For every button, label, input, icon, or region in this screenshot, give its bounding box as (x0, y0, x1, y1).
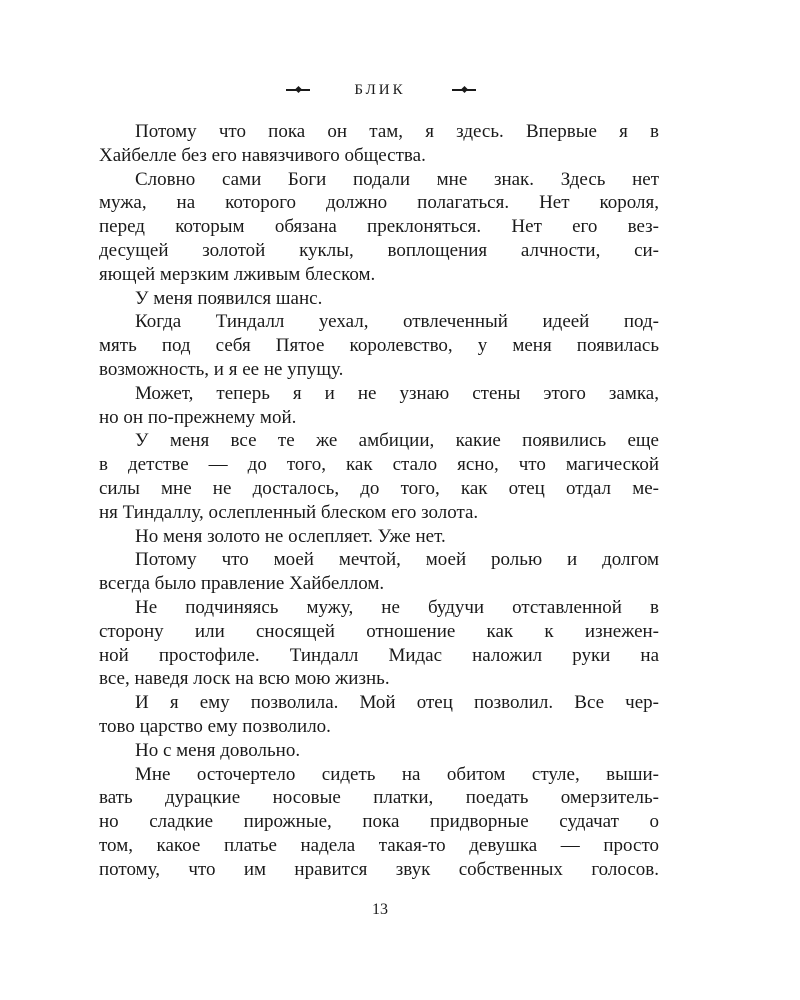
body-text (99, 120, 659, 882)
text-line: но он по-прежнему мой. (99, 406, 297, 428)
text-line: ной простофиле. Тиндалл Мидас наложил руки на (99, 644, 659, 666)
running-header (0, 78, 800, 102)
text-line: потому, что им нравится звук собственных голосов. (99, 858, 659, 880)
text-line: Не подчиняясь мужу, не будучи отставленной в (135, 596, 659, 618)
text-line: У меня все те же амбиции, какие появились еще (135, 430, 659, 452)
text-line: Хайбелле без его навязчивого общества. (99, 144, 426, 166)
text-line: Но меня золото не ослепляет. Уже нет. (135, 525, 446, 547)
text-line: Может, теперь я и не узнаю стены этого замка, (135, 382, 659, 404)
text-line: яющей мерзким лживым блеском. (99, 263, 376, 285)
text-line: силы мне не досталось, до того, как отец отдал ме- (99, 477, 659, 499)
text-line: Но с меня довольно. (135, 739, 301, 761)
text-line: десущей золотой куклы, воплощения алчности, си- (99, 239, 659, 261)
text-line: том, какое платье надела такая-то девушка — просто (99, 834, 659, 856)
text-line: Мне осточертело сидеть на обитом стуле, выши- (135, 763, 659, 785)
text-line: в детстве — до того, как стало ясно, что магической (99, 454, 659, 476)
text-line: мять под себя Пятое королевство, у меня появилась (99, 335, 659, 357)
text-line: мужа, на которого должно полагаться. Нет короля, (99, 192, 659, 214)
text-line: И я ему позволила. Мой отец позволил. Все чер- (135, 692, 659, 714)
text-line: перед которым обязана преклоняться. Нет его вез- (99, 216, 659, 238)
text-line: тово царство ему позволило. (99, 715, 331, 737)
text-line: сторону или сносящей отношение как к изнежен- (99, 620, 659, 642)
text-line: но сладкие пирожные, пока придворные судачат о (99, 811, 659, 833)
text-line: все, наведя лоск на всю мою жизнь. (99, 668, 390, 690)
text-line: Когда Тиндалл уехал, отвлеченный идеей под- (135, 311, 659, 333)
page-number: 13 (372, 901, 388, 918)
text-line: ня Тиндаллу, ослепленный блеском его золота. (99, 501, 479, 523)
text-line: всегда было правление Хайбеллом. (99, 573, 385, 595)
text-line: Потому что моей мечтой, моей ролью и долгом (135, 549, 659, 571)
text-line: возможность, и я ее не упущу. (99, 358, 344, 380)
text-line: Потому что пока он там, я здесь. Впервые я в (135, 121, 659, 142)
text-line: вать дурацкие носовые платки, поедать омерзитель- (99, 787, 659, 809)
text-line: Словно сами Боги подали мне знак. Здесь нет (135, 168, 659, 190)
text-line: У меня появился шанс. (135, 287, 323, 309)
right-ornament-icon (452, 89, 476, 91)
running-title: БЛИК (354, 82, 406, 98)
